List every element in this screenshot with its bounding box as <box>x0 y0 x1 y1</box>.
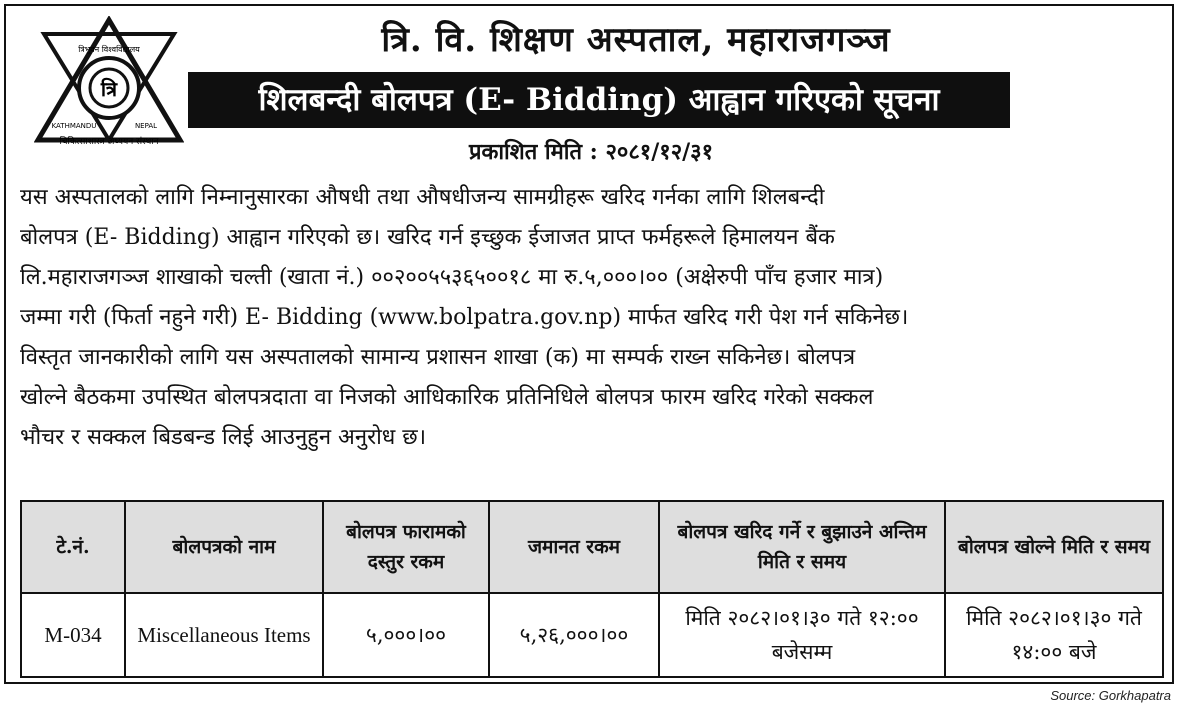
body-line: भौचर र सक्कल बिडबन्ड लिई आउनुहुन अनुरोध छ। <box>20 425 427 450</box>
header-tender-no: टे.नं. <box>21 501 125 593</box>
published-date-value: २०८१/१२/३१ <box>605 139 714 165</box>
svg-text:त्रिभुवन विश्वविद्यालय: त्रिभुवन विश्वविद्यालय <box>78 45 140 54</box>
organization-title: त्रि. वि. शिक्षण अस्पताल, महाराजगञ्ज <box>381 20 891 60</box>
cell-tender-no: M-034 <box>21 593 125 677</box>
svg-text:त्रि: त्रि <box>100 77 118 101</box>
cell-form-fee: ५,०००।०० <box>323 593 489 677</box>
svg-text:NEPAL: NEPAL <box>134 122 158 130</box>
header-form-fee: बोलपत्र फारामको दस्तुर रकम <box>323 501 489 593</box>
body-line: लि.महाराजगञ्ज शाखाको चल्ती (खाता नं.) ००२००५५३६५००१८ मा रु.५,०००।०० (अक्षेरुपी पाँच हजार मात्र) <box>20 265 884 290</box>
cell-tender-name: Miscellaneous Items <box>125 593 323 677</box>
svg-text:चिकित्साशास्त्र अध्ययन संस्थान: चिकित्साशास्त्र अध्ययन संस्थान <box>59 137 159 146</box>
body-line: विस्तृत जानकारीको लागि यस अस्पतालको सामान्य प्रशासन शाखा (क) मा सम्पर्क राख्न सकिनेछ। बोलपत्र <box>20 345 856 370</box>
cell-opening-date: मिति २०८२।०१।३० गते १४:०० बजे <box>945 593 1163 677</box>
svg-text:KATHMANDU: KATHMANDU <box>51 122 97 130</box>
published-date <box>6 136 1176 168</box>
cell-submission-deadline: मिति २०८२।०१।३० गते १२:०० बजेसम्म <box>659 593 945 677</box>
source-credit: Source: Gorkhapatra <box>1050 688 1171 703</box>
body-line: बोलपत्र (E- Bidding) आह्वान गरिएको छ। खरिद गर्न इच्छुक ईजाजत प्राप्त फर्महरूले हिमालयन बैंक <box>20 225 835 250</box>
cell-bid-security: ५,२६,०००।०० <box>489 593 659 677</box>
tu-hospital-emblem-icon <box>34 16 184 146</box>
tender-table <box>20 500 1164 678</box>
header-opening-date: बोलपत्र खोल्ने मिति र समय <box>945 501 1163 593</box>
notice-body <box>20 178 1160 458</box>
header-bid-security: जमानत रकम <box>489 501 659 593</box>
table-row <box>21 593 1163 677</box>
body-line: यस अस्पतालको लागि निम्नानुसारका औषधी तथा औषधीजन्य सामग्रीहरू खरिद गर्नका लागि शिलबन्दी <box>20 185 825 210</box>
body-line: जम्मा गरी (फिर्ता नहुने गरी) E- Bidding (www.bolpatra.gov.np) मार्फत खरिद गरी पेश गर्न सकिनेछ। <box>20 305 909 330</box>
table-header-row <box>21 501 1163 593</box>
header-tender-name: बोलपत्रको नाम <box>125 501 323 593</box>
body-line: खोल्ने बैठकमा उपस्थित बोलपत्रदाता वा निजको आधिकारिक प्रतिनिधिले बोलपत्र फारम खरिद गरेको सक्कल <box>20 385 874 410</box>
notice-frame <box>4 4 1174 684</box>
header-submission-deadline: बोलपत्र खरिद गर्ने र बुझाउने अन्तिम मिति र समय <box>659 501 945 593</box>
notice-title-banner: शिलबन्दी बोलपत्र (E- Bidding) आह्वान गरिएको सूचना <box>188 72 1010 128</box>
published-label: प्रकाशित मिति : <box>468 139 598 165</box>
